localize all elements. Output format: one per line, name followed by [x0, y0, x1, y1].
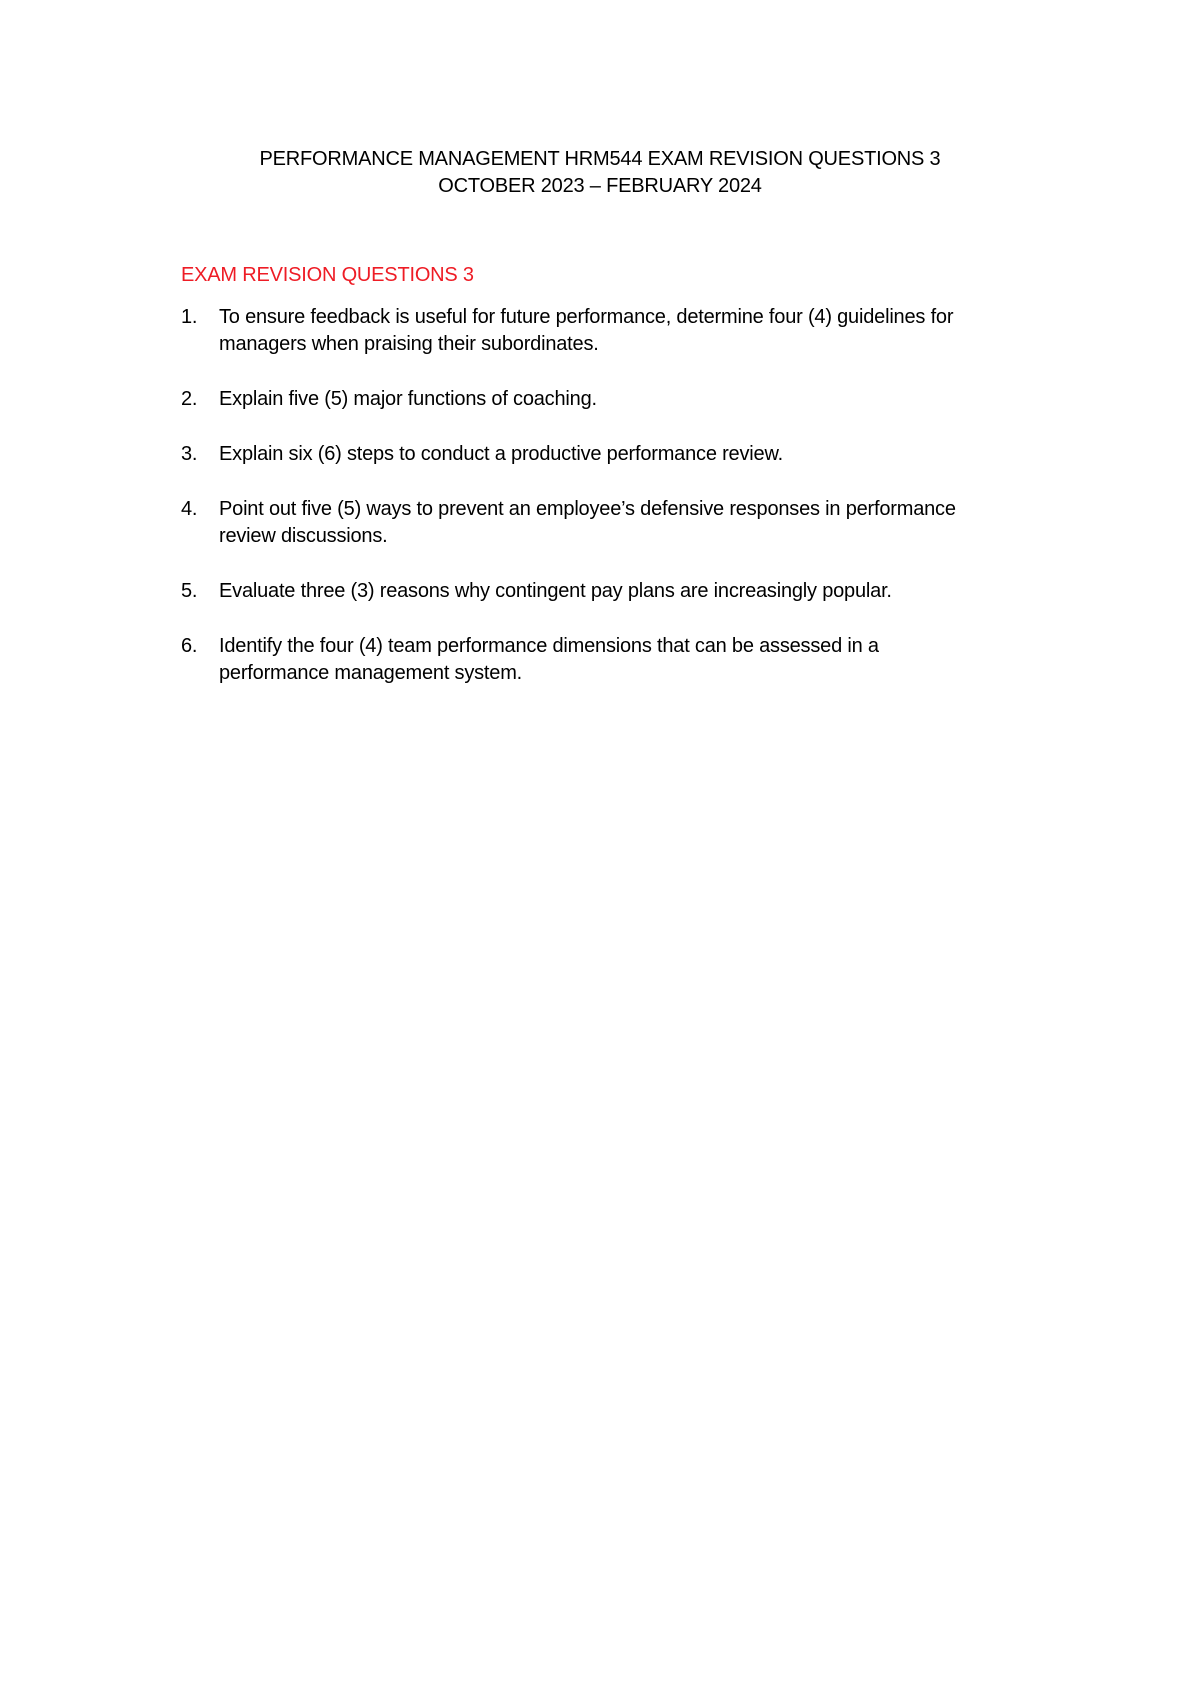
header-title-line: PERFORMANCE MANAGEMENT HRM544 EXAM REVISION QUESTIONS 3 [259, 148, 941, 170]
question-item [181, 496, 1081, 550]
question-text-line: To ensure feedback is useful for future performance, determine four (4) guidelines for [219, 306, 954, 328]
question-number: 1. [181, 306, 198, 328]
question-item [181, 386, 1081, 413]
question-text-line: Explain six (6) steps to conduct a productive performance review. [219, 443, 783, 465]
question-text-line: Identify the four (4) team performance dimensions that can be assessed in a [219, 635, 879, 657]
header-period-line: OCTOBER 2023 – FEBRUARY 2024 [438, 175, 762, 197]
question-item [181, 578, 1081, 605]
question-list [181, 304, 1081, 715]
question-number: 4. [181, 498, 198, 520]
question-text-line: performance management system. [219, 662, 523, 684]
question-number: 6. [181, 635, 198, 657]
document-header [0, 146, 1200, 200]
question-text-line: Evaluate three (3) reasons why contingent pay plans are increasingly popular. [219, 580, 892, 602]
question-number: 2. [181, 388, 198, 410]
question-text-line: review discussions. [219, 525, 388, 547]
question-item [181, 633, 1081, 687]
question-text-line: Point out five (5) ways to prevent an employee’s defensive responses in performance [219, 498, 956, 520]
question-number: 5. [181, 580, 198, 602]
question-item [181, 304, 1081, 358]
question-text-line: Explain five (5) major functions of coaching. [219, 388, 597, 410]
question-number: 3. [181, 443, 198, 465]
section-title: EXAM REVISION QUESTIONS 3 [181, 264, 474, 286]
question-text-line: managers when praising their subordinates. [219, 333, 599, 355]
question-item [181, 441, 1081, 468]
